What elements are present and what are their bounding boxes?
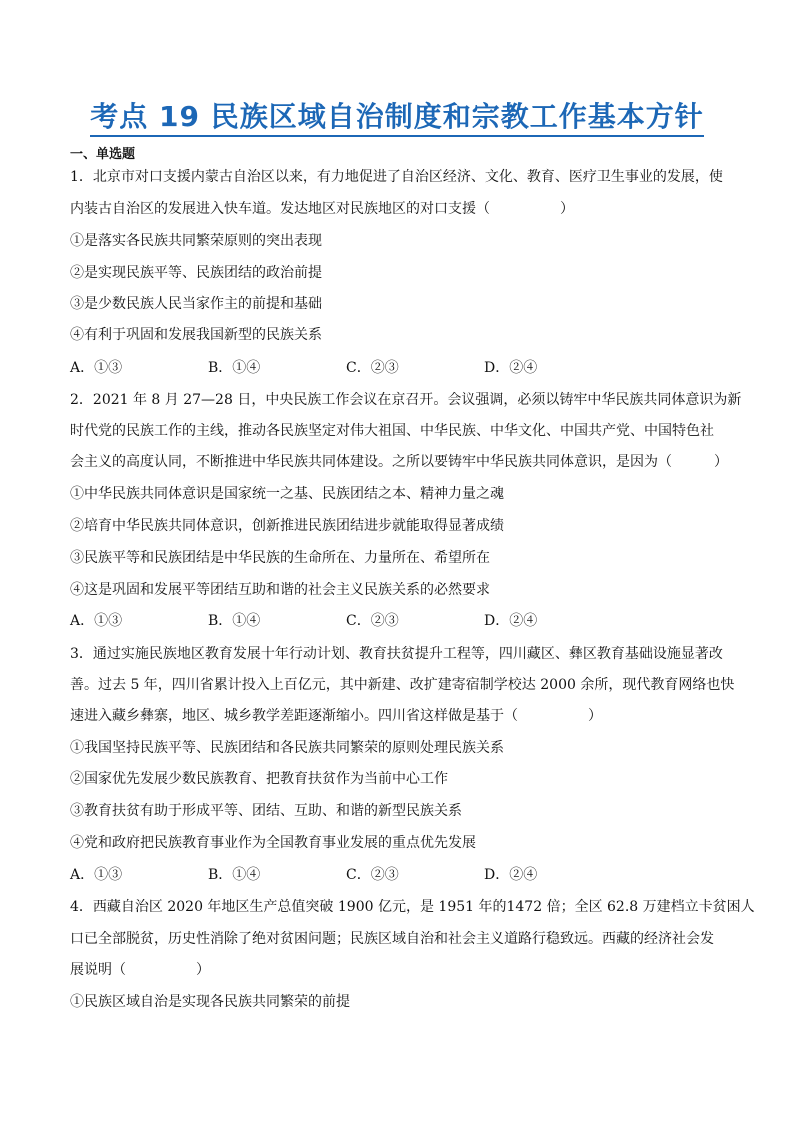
question-1-stem-line-1: 1．北京市对口支援内蒙古自治区以来，有力地促进了自治区经济、文化、教育、医疗卫生事业的发展，使	[70, 169, 723, 185]
question-3-item-3: ③教育扶贫有助于形成平等、团结、互助、和谐的新型民族关系	[70, 803, 462, 819]
option-c: C．②③	[346, 867, 399, 883]
page-title: 考点 19 民族区域自治制度和宗教工作基本方针	[0, 95, 794, 135]
question-4-stem-line-1: 4．西藏自治区 2020 年地区生产总值突破 1900 亿元，是 1951 年的1472 倍；全区 62.8 万建档立卡贫困人	[70, 899, 755, 915]
option-a: A．①③	[70, 360, 123, 376]
question-1-item-3: ③是少数民族人民当家作主的前提和基础	[70, 296, 322, 312]
option-d: D．②④	[484, 613, 538, 629]
option-d: D．②④	[484, 360, 538, 376]
option-b: B．①④	[208, 613, 261, 629]
option-a: A．①③	[70, 613, 123, 629]
option-c: C．②③	[346, 613, 399, 629]
question-1-stem-line-2: 内装古自治区的发展进入快车道。发达地区对民族地区的对口支援（ ）	[70, 201, 574, 217]
question-2-item-2: ②培育中华民族共同体意识，创新推进民族团结进步就能取得显著成绩	[70, 518, 504, 534]
question-4-stem-line-2: 口已全部脱贫，历史性消除了绝对贫困问题；民族区域自治和社会主义道路行稳致远。西藏的经济社会发	[70, 931, 714, 947]
option-b: B．①④	[208, 360, 261, 376]
question-2-stem-line-1: 2．2021 年 8 月 27—28 日，中央民族工作会议在京召开。会议强调，必须以铸牢中华民族共同体意识为新	[70, 392, 742, 408]
option-c: C．②③	[346, 360, 399, 376]
question-1-item-1: ①是落实各民族共同繁荣原则的突出表现	[70, 233, 322, 249]
option-a: A．①③	[70, 867, 123, 883]
question-4-item-1: ①民族区域自治是实现各民族共同繁荣的前提	[70, 994, 350, 1010]
question-4-stem-line-3: 展说明（ ）	[70, 962, 210, 978]
question-3-stem-line-1: 3．通过实施民族地区教育发展十年行动计划、教育扶贫提升工程等，四川藏区、彝区教育基础设施显著改	[70, 646, 723, 662]
question-3-stem-line-3: 速进入藏乡彝寨，地区、城乡教学差距逐渐缩小。四川省这样做是基于（ ）	[70, 708, 602, 724]
question-1-item-2: ②是实现民族平等、民族团结的政治前提	[70, 265, 322, 281]
question-2-item-4: ④这是巩固和发展平等团结互助和谐的社会主义民族关系的必然要求	[70, 582, 490, 598]
question-1-item-4: ④有利于巩固和发展我国新型的民族关系	[70, 327, 322, 343]
question-3-item-4: ④党和政府把民族教育事业作为全国教育事业发展的重点优先发展	[70, 835, 476, 851]
question-2-item-1: ①中华民族共同体意识是国家统一之基、民族团结之本、精神力量之魂	[70, 486, 504, 502]
question-3-item-2: ②国家优先发展少数民族教育、把教育扶贫作为当前中心工作	[70, 771, 448, 787]
option-d: D．②④	[484, 867, 538, 883]
question-2-stem-line-2: 时代党的民族工作的主线，推动各民族坚定对伟大祖国、中华民族、中华文化、中国共产党、中国特色社	[70, 423, 714, 439]
question-3-item-1: ①我国坚持民族平等、民族团结和各民族共同繁荣的原则处理民族关系	[70, 740, 504, 756]
question-3-stem-line-2: 善。过去 5 年，四川省累计投入上百亿元，其中新建、改扩建寄宿制学校达 2000 余所，现代教育网络也快	[70, 677, 735, 693]
section-heading: 一、单选题	[70, 147, 136, 162]
question-2-stem-line-3: 会主义的高度认同，不断推进中华民族共同体建设。之所以要铸牢中华民族共同体意识，是因为（ ）	[70, 454, 728, 470]
option-b: B．①④	[208, 867, 261, 883]
question-2-item-3: ③民族平等和民族团结是中华民族的生命所在、力量所在、希望所在	[70, 550, 490, 566]
